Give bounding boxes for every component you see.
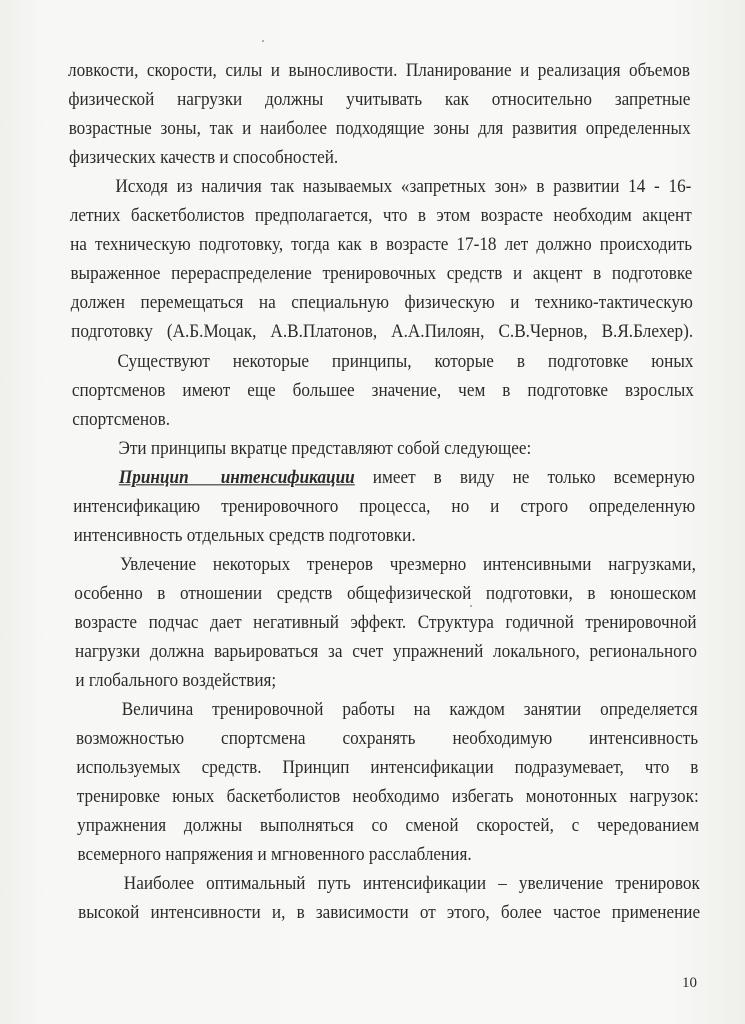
text-line <box>77 815 699 837</box>
text-line <box>70 205 692 227</box>
line-text: Эти принципы вкратце представляют собой следующее: <box>118 437 532 459</box>
line-text: высокой интенсивности и, в зависимости от этого, более частое применение <box>78 902 701 923</box>
text-line <box>76 699 698 721</box>
text-line <box>78 873 700 895</box>
text-line <box>77 786 699 808</box>
text-line <box>73 467 695 489</box>
text-line <box>76 757 698 779</box>
line-text: тренировке юных баскетболистов необходимо избегать монотонных нагрузок: <box>76 786 699 807</box>
line-text: Увлечение некоторых тренеров чрезмерно интенсивными нагрузками, <box>119 553 696 575</box>
text-line <box>75 641 697 663</box>
line-text: особенно в отношении средств общефизической подготовки, в юношеском <box>74 582 697 604</box>
scan-speck <box>262 40 264 42</box>
principle-heading: Принцип интенсификации <box>118 466 355 488</box>
text-line <box>69 147 691 169</box>
line-text: Наиболее оптимальный путь интенсификации – увеличение тренировок <box>123 873 700 894</box>
text-line <box>73 496 695 518</box>
line-text: физических качеств и способностей. <box>69 147 339 168</box>
text-line <box>70 234 692 256</box>
text-line <box>73 438 695 460</box>
text-line <box>78 902 700 924</box>
line-text: подготовку (А.Б.Моцак, А.В.Платонов, А.А.Пилоян, С.В.Чернов, В.Я.Блехер). <box>71 321 694 342</box>
page-number: 10 <box>682 975 697 991</box>
line-text: интенсивность отдельных средств подготовки. <box>73 524 416 546</box>
text-line <box>71 292 693 314</box>
line-text: возможностью спортсмена сохранять необходимую интенсивность <box>76 728 699 749</box>
line-text: Существуют некоторые принципы, которые в подготовке юных <box>117 350 694 372</box>
line-text: используемых средств. Принцип интенсификации подразумевает, что в <box>76 757 699 778</box>
line-text: интенсификацию тренировочного процесса, но и строго определенную <box>73 495 696 517</box>
text-line <box>74 583 696 605</box>
text-line <box>74 554 696 576</box>
line-text: должен перемещаться на специальную физическую и технико-тактическую <box>70 292 693 313</box>
text-line <box>75 612 697 634</box>
text-line <box>69 118 691 140</box>
text-line <box>74 525 696 547</box>
line-text: на техническую подготовку, тогда как в возрасте 17-18 лет должно происходить <box>70 234 693 255</box>
text-line <box>75 670 697 692</box>
text-line <box>71 321 693 343</box>
line-text: всемерного напряжения и мгновенного расслабления. <box>77 844 472 865</box>
text-line <box>68 89 690 111</box>
line-text: имеет в виду не только всемерную <box>372 466 695 488</box>
line-text: и глобального воздействия; <box>75 670 277 691</box>
text-line <box>72 351 694 373</box>
line-text: физической нагрузки должны учитывать как относительно запретные <box>68 89 691 110</box>
line-text: Исходя из наличия так называемых «запретных зон» в развитии 14 - 16- <box>115 176 692 197</box>
line-text: ловкости, скорости, силы и выносливости. Планирование и реализация объемов <box>68 60 690 81</box>
text-line <box>69 176 691 198</box>
line-text: возрасте подчас дает негативный эффект. Структура годичной тренировочной <box>74 611 697 633</box>
text-line <box>68 60 690 82</box>
line-text: летних баскетболистов предполагается, что в этом возрасте необходим акцент <box>69 205 692 226</box>
text-line <box>76 728 698 750</box>
line-text: упражнения должны выполняться со сменой скоростей, с чередованием <box>77 815 700 836</box>
line-text: спортсменов имеют еще большее значение, чем в подготовке взрослых <box>71 379 694 401</box>
text-line <box>77 844 699 866</box>
line-text: Величина тренировочной работы на каждом занятии определяется <box>121 699 698 720</box>
text-line <box>72 409 694 431</box>
line-text: возрастные зоны, так и наиболее подходящие зоны для развития определенных <box>68 118 691 139</box>
line-text: нагрузки должна варьироваться за счет упражнений локального, регионального <box>75 641 697 662</box>
scan-speck <box>470 605 472 607</box>
line-text: выраженное перераспределение тренировочных средств и акцент в подготовке <box>70 263 693 284</box>
text-line <box>72 380 694 402</box>
text-line <box>70 263 692 285</box>
line-text: спортсменов. <box>72 408 171 430</box>
